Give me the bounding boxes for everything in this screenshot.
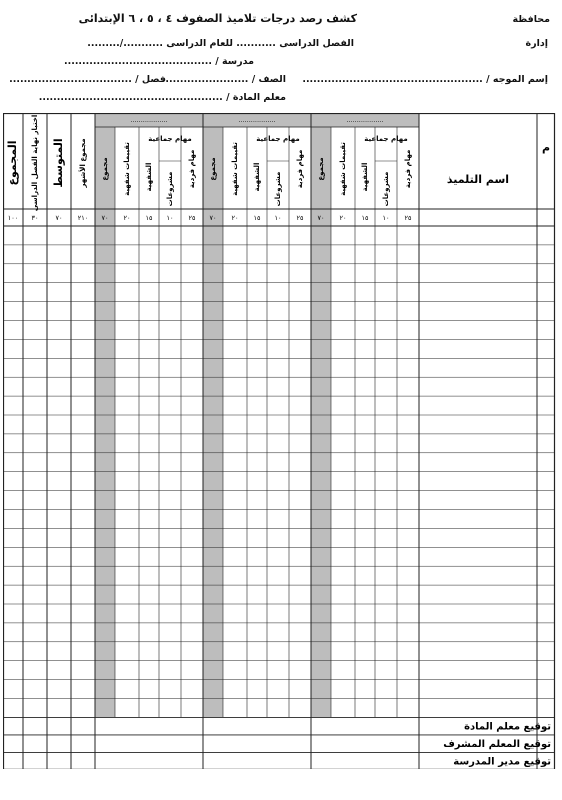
final-exam-label: اختبار نهاية الفصل الدراسى	[31, 114, 39, 212]
group-tasks-label: مهام جماعية	[148, 135, 192, 143]
month-name-dots: ..................	[130, 116, 168, 124]
project-label: مشروعات	[166, 171, 174, 207]
supervisor-field: إسم الموجه / ..................................................	[302, 74, 548, 85]
max-mark: ٢٠	[339, 214, 347, 222]
months-total-label: مجموع الأشهر	[79, 138, 87, 188]
activity-label: الشفهية	[145, 162, 153, 192]
max-mark: ٧٠	[317, 214, 325, 222]
oral-assessment-label: تقييمات شفهية	[339, 142, 347, 196]
individual-tasks-label: مهام فردية	[404, 149, 412, 189]
school-field: مدرسة / .........................................	[64, 56, 254, 67]
activity-label: الشفهية	[253, 162, 261, 192]
group-tasks-label: مهام جماعية	[364, 135, 408, 143]
project-label: مشروعات	[382, 171, 390, 207]
individual-tasks-label: مهام فردية	[296, 149, 304, 189]
max-mark: ٢٠	[231, 214, 239, 222]
month-total-label: مجموع	[209, 157, 217, 181]
max-mark: ١٠	[166, 214, 174, 222]
semester-field: الفصل الدراسى ........... للعام الدراسى .........../.........	[87, 38, 354, 49]
average-label: المتوسط	[52, 138, 65, 188]
month-name-dots: ..................	[238, 116, 276, 124]
signature-label: توقيع مدير المدرسة	[453, 756, 551, 768]
signature-label: توقيع معلم المادة	[464, 721, 551, 733]
max-mark: ٢٠	[123, 214, 131, 222]
max-mark: ١٠	[274, 214, 282, 222]
max-mark: ٢٥	[188, 214, 196, 222]
grade-field: الصف / .......................	[165, 74, 286, 85]
student-name-header: اسم التلميذ	[446, 173, 510, 186]
table-border	[4, 114, 555, 770]
max-mark: ١٠٠	[7, 214, 19, 222]
grand-total-label: المجموع	[6, 140, 19, 186]
oral-assessment-label: تقييمات شفهية	[231, 142, 239, 196]
max-mark: ٢٥	[296, 214, 304, 222]
oral-assessment-label: تقييمات شفهية	[123, 142, 131, 196]
signature-label: توقيع المعلم المشرف	[443, 738, 551, 750]
administration-label: إدارة	[525, 38, 548, 49]
activity-label: الشفهية	[361, 162, 369, 192]
max-mark: ١٥	[145, 214, 153, 222]
month-total-label: مجموع	[101, 157, 109, 181]
sheet-title: كشف رصد درجات تلاميذ الصفوف ٤ ، ٥ ، ٦ الإبتدائى	[78, 12, 357, 25]
max-mark: ١٥	[361, 214, 369, 222]
max-mark: ٢٥	[404, 214, 412, 222]
governorate-label: محافظة	[512, 14, 550, 25]
max-mark: ٣٠	[31, 214, 39, 222]
month-total-label: مجموع	[317, 157, 325, 181]
max-mark: ٧٠	[55, 214, 63, 222]
teacher-field: معلم المادة / ...................................................	[38, 92, 286, 103]
max-mark: ٧٠	[209, 214, 217, 222]
max-mark: ٢١٠	[77, 214, 89, 222]
group-tasks-label: مهام جماعية	[256, 135, 300, 143]
max-mark: ١٥	[253, 214, 261, 222]
max-mark: ١٠	[382, 214, 390, 222]
project-label: مشروعات	[274, 171, 282, 207]
row-number-header: م	[541, 141, 551, 154]
month-name-dots: ..................	[346, 116, 384, 124]
class-field: فصل / ..................................	[9, 74, 166, 85]
individual-tasks-label: مهام فردية	[188, 149, 196, 189]
max-mark: ٧٠	[101, 214, 109, 222]
grade-sheet-table	[3, 113, 559, 769]
